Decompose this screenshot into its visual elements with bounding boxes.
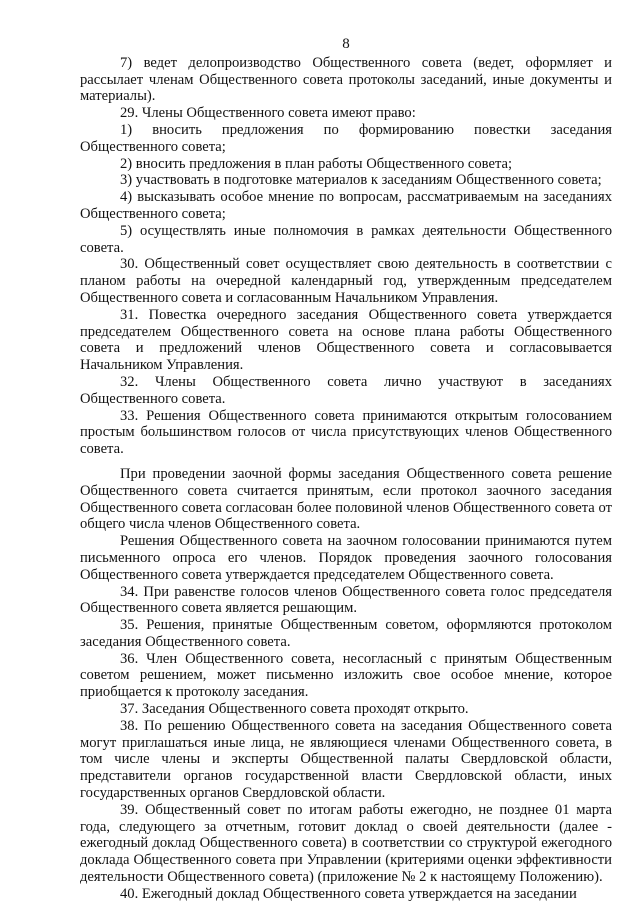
paragraph-clause-34: 34. При равенстве голосов членов Общественного совета голос председателя Общественного совета является решающим. xyxy=(80,583,612,617)
paragraph-clause-38: 38. По решению Общественного совета на заседания Общественного совета могут приглашаться иные лица, не являющиеся членами Общественного совета, в том числе члены и эксперты Общественной палаты Свердловской области, представители органов государственной власти Свердловской области, иных государственных органов Свердловской области. xyxy=(80,717,612,802)
paragraph-clause-32: 32. Члены Общественного совета лично участвуют в заседаниях Общественного совета. xyxy=(80,373,612,407)
paragraph-clause-33-voting: Решения Общественного совета на заочном голосовании принимаются путем письменного опроса его членов. Порядок проведения заочного голосования Общественного совета утверждается председателем Общественного совета. xyxy=(80,533,612,583)
paragraph-clause-30: 30. Общественный совет осуществляет свою деятельность в соответствии с планом работы на очередной календарный год, утвержденным председателем Общественного совета и согласованным Начальником Управления. xyxy=(80,256,612,306)
paragraph-clause-29: 29. Члены Общественного совета имеют право: xyxy=(120,105,416,122)
paragraph-clause-29-4: 4) высказывать особое мнение по вопросам, рассматриваемым на заседаниях Общественного совета; xyxy=(80,189,612,222)
paragraph-clause-29-3: 3) участвовать в подготовке материалов к заседаниям Общественного совета; xyxy=(120,172,602,189)
paragraph-clause-33-absentee: При проведении заочной формы заседания Общественного совета решение Общественного совета считается принятым, если протокол заочного заседания Общественного совета согласован более половиной членов Общественного совета от общего числа членов Общественного совета. xyxy=(80,465,612,533)
paragraph-clause-33: 33. Решения Общественного совета принимаются открытым голосованием простым большинством голосов от числа присутствующих членов Общественного совета. xyxy=(80,407,612,458)
paragraph-clause-29-2: 2) вносить предложения в план работы Общественного совета; xyxy=(120,155,513,172)
paragraph-clause-29-1: 1) вносить предложения по формированию повестки заседания Общественного совета; xyxy=(80,121,612,155)
document-page xyxy=(80,36,612,903)
paragraph-item-7: 7) ведет делопроизводство Общественного совета (ведет, оформляет и рассылает членам Общественного совета протоколы заседаний, иные документы и материалы). xyxy=(80,54,612,105)
paragraph-clause-39: 39. Общественный совет по итогам работы ежегодно, не позднее 01 марта года, следующего за отчетным, готовит доклад о своей деятельности (далее - ежегодный доклад Общественного совета) в соответствии со структурой ежегодного доклада Общественного совета при Управлении (критериями оценки эффективности деятельности Общественного совета) (приложение № 2 к настоящему Положению). xyxy=(80,801,612,886)
paragraph-clause-35: 35. Решения, принятые Общественным советом, оформляются протоколом заседания Общественного совета. xyxy=(80,617,612,650)
page-number: 8 xyxy=(342,36,350,52)
paragraph-clause-29-5: 5) осуществлять иные полномочия в рамках деятельности Общественного совета. xyxy=(80,222,612,256)
paragraph-clause-37: 37. Заседания Общественного совета проходят открыто. xyxy=(120,701,469,718)
paragraph-clause-36: 36. Член Общественного совета, несогласный с принятым Общественным советом решением, может письменно изложить свое особое мнение, которое приобщается к протоколу заседания. xyxy=(80,650,612,701)
paragraph-clause-31: 31. Повестка очередного заседания Общественного совета утверждается председателем Общественного совета на основе плана работы Общественного совета и предложений членов Общественного совета и согласовывается Начальником Управления. xyxy=(80,306,612,374)
paragraph-clause-40: 40. Ежегодный доклад Общественного совета утверждается на заседании xyxy=(120,885,577,902)
